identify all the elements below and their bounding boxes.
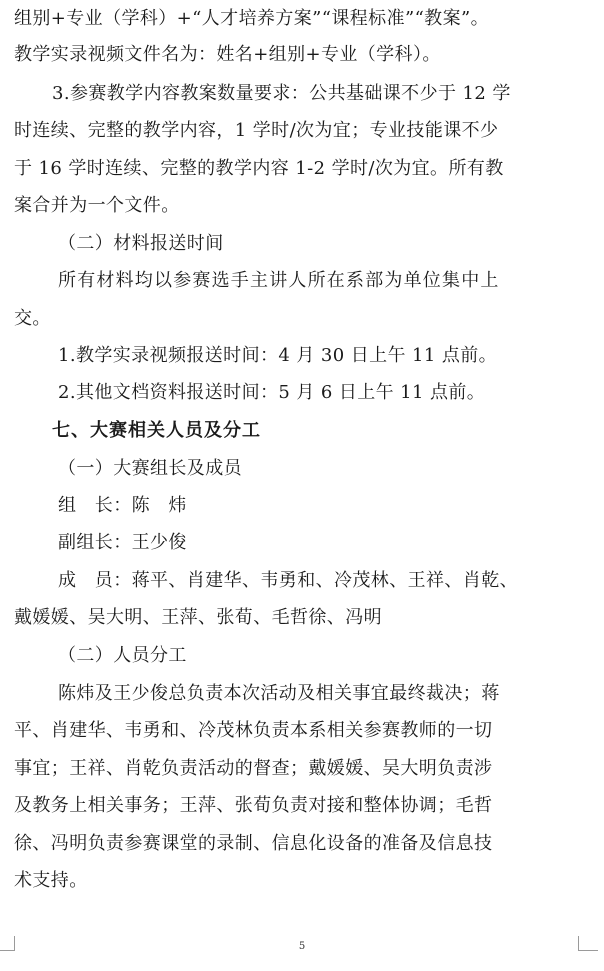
text-line: 副组长：王少俊 [58, 532, 187, 553]
text-line: 时连续、完整的教学内容，1 学时/次为宜；专业技能课不少 [14, 120, 499, 141]
text-line: 平、肖建华、韦勇和、冷茂林负责本系相关参赛教师的一切 [14, 720, 493, 741]
text-line: 术支持。 [14, 870, 88, 891]
text-line: 组 长：陈 炜 [58, 495, 187, 516]
text-line: 交。 [14, 308, 51, 329]
text-line: 成 员：蒋平、肖建华、韦勇和、冷茂林、王祥、肖乾、 [58, 570, 518, 591]
section-subheading: （一）大赛组长及成员 [58, 458, 242, 479]
text-line: 及教务上相关事务；王萍、张荀负责对接和整体协调；毛哲 [14, 795, 493, 816]
text-line: 戴媛媛、吴大明、王萍、张荀、毛哲徐、冯明 [14, 607, 382, 628]
text-line: 陈炜及王少俊总负责本次活动及相关事宜最终裁决；蒋 [58, 683, 500, 704]
text-line: 案合并为一个文件。 [14, 195, 180, 216]
text-line: 2.其他文档资料报送时间：5 月 6 日上午 11 点前。 [58, 382, 486, 403]
section-subheading: （二）人员分工 [58, 645, 187, 666]
text-line: 所有材料均以参赛选手主讲人所在系部为单位集中上 [58, 270, 500, 291]
text-line: 教学实录视频文件名为：姓名+组别+专业（学科）。 [14, 44, 441, 65]
page-number: 5 [298, 941, 306, 952]
text-line: 组别+专业（学科）+“人才培养方案”“课程标准”“教案”。 [14, 8, 489, 29]
text-line: 事宜；王祥、肖乾负责活动的督查；戴媛媛、吴大明负责涉 [14, 758, 493, 779]
section-subheading: （二）材料报送时间 [58, 233, 224, 254]
text-line: 于 16 学时连续、完整的教学内容 1-2 学时/次为宜。所有教 [14, 158, 504, 179]
section-heading: 七、大赛相关人员及分工 [52, 420, 261, 441]
text-line: 徐、冯明负责参赛课堂的录制、信息化设备的准备及信息技 [14, 833, 493, 854]
text-line: 3.参赛教学内容教案数量要求：公共基础课不少于 12 学 [52, 83, 511, 104]
text-line: 1.教学实录视频报送时间：4 月 30 日上午 11 点前。 [58, 345, 498, 366]
